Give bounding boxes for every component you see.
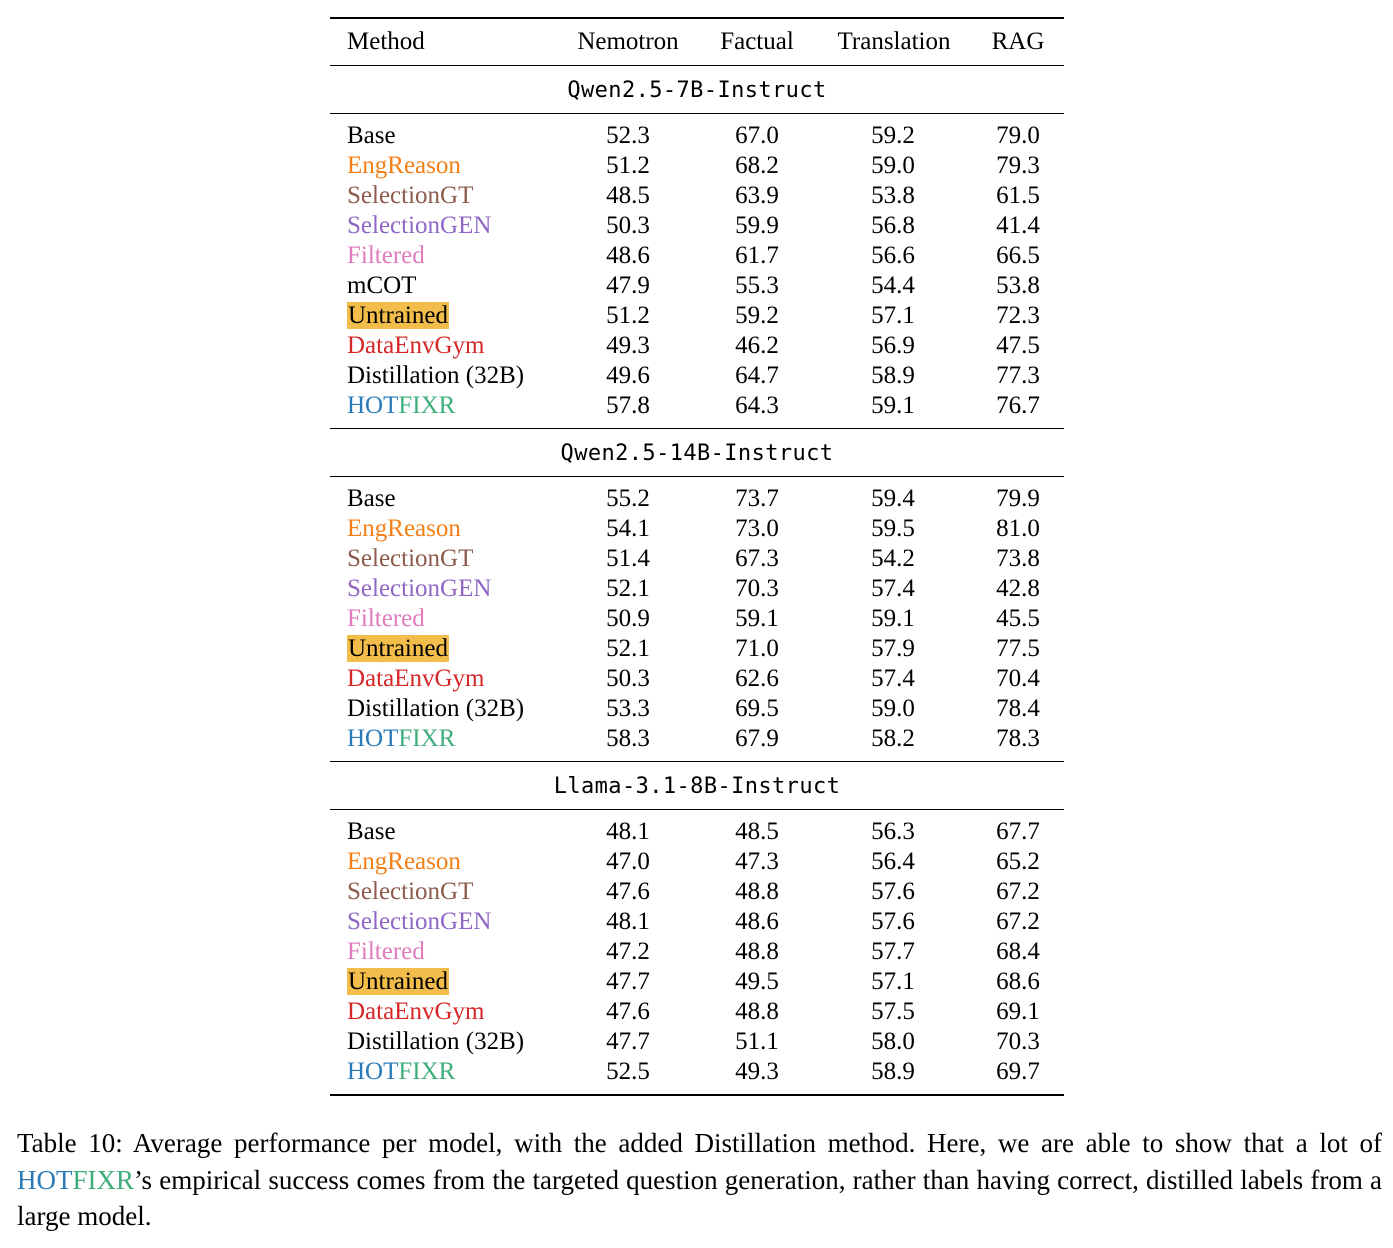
model-group-title: Qwen2.5-7B-Instruct (567, 78, 827, 103)
cell-translation: 58.0 (871, 1028, 915, 1055)
cell-rag: 67.2 (996, 908, 1040, 935)
cell-rag: 69.1 (996, 998, 1040, 1025)
table-row (330, 997, 1064, 1027)
cell-nemotron: 47.7 (606, 968, 650, 995)
cell-nemotron: 50.3 (606, 665, 650, 692)
cell-translation: 57.9 (871, 635, 915, 662)
cell-nemotron: 51.2 (606, 302, 650, 329)
cell-nemotron: 51.2 (606, 152, 650, 179)
cell-rag: 76.7 (996, 392, 1040, 419)
cell-nemotron: 51.4 (606, 545, 650, 572)
cell-translation: 59.1 (871, 605, 915, 632)
model-group-title: Llama-3.1-8B-Instruct (553, 774, 841, 799)
cell-rag: 79.3 (996, 152, 1040, 179)
cell-translation: 56.6 (871, 242, 915, 269)
table-row (330, 301, 1064, 331)
cell-translation: 59.0 (871, 152, 915, 179)
cell-factual: 64.3 (735, 392, 779, 419)
table-row (330, 847, 1064, 877)
method-name: HOTFIXR (347, 1058, 456, 1085)
method-name: SelectionGT (347, 545, 474, 572)
method-name (347, 967, 449, 997)
cell-translation: 57.7 (871, 938, 915, 965)
table-row (330, 181, 1064, 211)
cell-rag: 42.8 (996, 575, 1040, 602)
cell-translation: 54.4 (871, 272, 915, 299)
cell-translation: 56.3 (871, 818, 915, 845)
cell-nemotron: 48.1 (606, 818, 650, 845)
cell-rag: 41.4 (996, 212, 1040, 239)
cell-translation: 57.1 (871, 302, 915, 329)
cell-rag: 47.5 (996, 332, 1040, 359)
table-row (330, 514, 1064, 544)
method-name: Distillation (32B) (347, 1028, 525, 1055)
cell-factual: 48.6 (735, 908, 779, 935)
cell-translation: 58.2 (871, 725, 915, 752)
cell-translation: 56.8 (871, 212, 915, 239)
cell-factual: 59.9 (735, 212, 779, 239)
table-row (330, 574, 1064, 604)
cell-translation: 58.9 (871, 362, 915, 389)
cell-translation: 57.4 (871, 575, 915, 602)
table-row (330, 1027, 1064, 1057)
table-row (330, 391, 1064, 421)
cell-translation: 59.2 (871, 122, 915, 149)
cell-translation: 53.8 (871, 182, 915, 209)
cell-factual: 48.5 (735, 818, 779, 845)
cell-rag: 68.4 (996, 938, 1040, 965)
table-row (330, 664, 1064, 694)
method-name: SelectionGEN (347, 908, 492, 935)
cell-factual: 64.7 (735, 362, 779, 389)
method-name: DataEnvGym (347, 998, 485, 1025)
column-header-rag: RAG (991, 28, 1045, 55)
column-header-factual: Factual (720, 28, 794, 55)
cell-nemotron: 50.3 (606, 212, 650, 239)
cell-factual: 71.0 (735, 635, 779, 662)
cell-factual: 55.3 (735, 272, 779, 299)
method-name: Base (347, 485, 396, 512)
method-name: EngReason (347, 848, 461, 875)
method-name-highlight: Untrained (348, 302, 448, 329)
cell-factual: 63.9 (735, 182, 779, 209)
cell-nemotron: 48.1 (606, 908, 650, 935)
table-row (330, 361, 1064, 391)
table-row (330, 937, 1064, 967)
table-row (330, 694, 1064, 724)
cell-factual: 49.5 (735, 968, 779, 995)
method-name: DataEnvGym (347, 332, 485, 359)
cell-nemotron: 49.3 (606, 332, 650, 359)
table-caption (17, 1125, 1382, 1235)
method-name: Base (347, 818, 396, 845)
cell-translation: 59.4 (871, 485, 915, 512)
cell-rag: 81.0 (996, 515, 1040, 542)
cell-factual: 68.2 (735, 152, 779, 179)
method-name: EngReason (347, 152, 461, 179)
cell-rag: 78.3 (996, 725, 1040, 752)
table-row (330, 907, 1064, 937)
cell-translation: 57.6 (871, 878, 915, 905)
cell-factual: 49.3 (735, 1058, 779, 1085)
table-row (330, 604, 1064, 634)
column-header-translation: Translation (837, 28, 951, 55)
method-name: Filtered (347, 242, 425, 269)
cell-translation: 56.4 (871, 848, 915, 875)
cell-factual: 69.5 (735, 695, 779, 722)
cell-nemotron: 54.1 (606, 515, 650, 542)
caption-method-name: HOTFIXR (17, 1164, 135, 1195)
table-row (330, 484, 1064, 514)
cell-translation: 59.0 (871, 695, 915, 722)
cell-factual: 47.3 (735, 848, 779, 875)
cell-nemotron: 47.7 (606, 1028, 650, 1055)
method-name: EngReason (347, 515, 461, 542)
cell-factual: 62.6 (735, 665, 779, 692)
cell-rag: 72.3 (996, 302, 1040, 329)
cell-factual: 67.9 (735, 725, 779, 752)
method-name-highlight: Untrained (348, 968, 448, 995)
cell-rag: 78.4 (996, 695, 1040, 722)
cell-translation: 57.1 (871, 968, 915, 995)
cell-nemotron: 52.5 (606, 1058, 650, 1085)
cell-translation: 58.9 (871, 1058, 915, 1085)
cell-rag: 77.3 (996, 362, 1040, 389)
top-rule (330, 17, 1064, 19)
cell-factual: 59.1 (735, 605, 779, 632)
bottom-rule (330, 1094, 1064, 1096)
cell-factual: 67.3 (735, 545, 779, 572)
cell-rag: 73.8 (996, 545, 1040, 572)
cell-translation: 54.2 (871, 545, 915, 572)
cell-nemotron: 52.1 (606, 635, 650, 662)
cell-rag: 53.8 (996, 272, 1040, 299)
cell-factual: 70.3 (735, 575, 779, 602)
cell-nemotron: 47.6 (606, 998, 650, 1025)
cell-rag: 70.3 (996, 1028, 1040, 1055)
table-row (330, 724, 1064, 754)
cell-rag: 69.7 (996, 1058, 1040, 1085)
table-row (330, 877, 1064, 907)
cell-rag: 61.5 (996, 182, 1040, 209)
method-name-highlight: Untrained (348, 635, 448, 662)
caption-text-start: Table 10: Average performance per model, with the added Distillation method. Here, we are able to show that a lot of (17, 1128, 1382, 1158)
cell-nemotron: 52.3 (606, 122, 650, 149)
table-row (330, 241, 1064, 271)
method-name: Distillation (32B) (347, 362, 525, 389)
cell-rag: 77.5 (996, 635, 1040, 662)
table-row (330, 967, 1064, 997)
method-name: HOTFIXR (347, 725, 456, 752)
cell-rag: 79.0 (996, 122, 1040, 149)
method-name (347, 301, 449, 331)
cell-factual: 73.0 (735, 515, 779, 542)
cell-factual: 59.2 (735, 302, 779, 329)
cell-nemotron: 47.9 (606, 272, 650, 299)
cell-nemotron: 58.3 (606, 725, 650, 752)
cell-translation: 57.6 (871, 908, 915, 935)
group-separator-rule (330, 428, 1064, 429)
cell-factual: 48.8 (735, 938, 779, 965)
cell-rag: 45.5 (996, 605, 1040, 632)
cell-nemotron: 48.5 (606, 182, 650, 209)
cell-nemotron: 55.2 (606, 485, 650, 512)
group-title-rule (330, 476, 1064, 477)
group-title-rule (330, 113, 1064, 114)
method-name: Base (347, 122, 396, 149)
table-row (330, 151, 1064, 181)
method-name: Filtered (347, 605, 425, 632)
method-name: Filtered (347, 938, 425, 965)
table-row (330, 817, 1064, 847)
model-group-title: Qwen2.5-14B-Instruct (560, 441, 834, 466)
cell-factual: 46.2 (735, 332, 779, 359)
group-title-rule (330, 809, 1064, 810)
cell-nemotron: 50.9 (606, 605, 650, 632)
cell-translation: 57.5 (871, 998, 915, 1025)
method-name: HOTFIXR (347, 392, 456, 419)
cell-factual: 61.7 (735, 242, 779, 269)
cell-translation: 57.4 (871, 665, 915, 692)
cell-nemotron: 52.1 (606, 575, 650, 602)
method-name: SelectionGEN (347, 575, 492, 602)
cell-translation: 56.9 (871, 332, 915, 359)
cell-rag: 70.4 (996, 665, 1040, 692)
cell-factual: 67.0 (735, 122, 779, 149)
table-row (330, 634, 1064, 664)
column-header-nemotron: Nemotron (577, 28, 679, 55)
cell-factual: 73.7 (735, 485, 779, 512)
cell-translation: 59.5 (871, 515, 915, 542)
table-row (330, 544, 1064, 574)
cell-nemotron: 49.6 (606, 362, 650, 389)
table-row (330, 271, 1064, 301)
table-row (330, 331, 1064, 361)
cell-nemotron: 47.2 (606, 938, 650, 965)
cell-factual: 48.8 (735, 878, 779, 905)
cell-nemotron: 48.6 (606, 242, 650, 269)
cell-nemotron: 53.3 (606, 695, 650, 722)
method-name: SelectionGT (347, 878, 474, 905)
caption-text-end: ’s empirical success comes from the targeted question generation, rather than having correct, distilled labels from a large model. (17, 1164, 1382, 1231)
cell-nemotron: 47.6 (606, 878, 650, 905)
method-name: SelectionGT (347, 182, 474, 209)
cell-factual: 48.8 (735, 998, 779, 1025)
method-name (347, 634, 449, 664)
table-row (330, 211, 1064, 241)
cell-translation: 59.1 (871, 392, 915, 419)
method-name: DataEnvGym (347, 665, 485, 692)
cell-nemotron: 57.8 (606, 392, 650, 419)
cell-rag: 79.9 (996, 485, 1040, 512)
cell-rag: 65.2 (996, 848, 1040, 875)
method-name: mCOT (347, 272, 417, 299)
cell-rag: 67.7 (996, 818, 1040, 845)
cell-nemotron: 47.0 (606, 848, 650, 875)
table-row (330, 1057, 1064, 1087)
cell-rag: 68.6 (996, 968, 1040, 995)
column-header-method: Method (347, 28, 425, 55)
table-row (330, 121, 1064, 151)
group-separator-rule (330, 761, 1064, 762)
cell-rag: 67.2 (996, 878, 1040, 905)
cell-factual: 51.1 (735, 1028, 779, 1055)
method-name: Distillation (32B) (347, 695, 525, 722)
method-name: SelectionGEN (347, 212, 492, 239)
cell-rag: 66.5 (996, 242, 1040, 269)
header-rule (330, 65, 1064, 66)
